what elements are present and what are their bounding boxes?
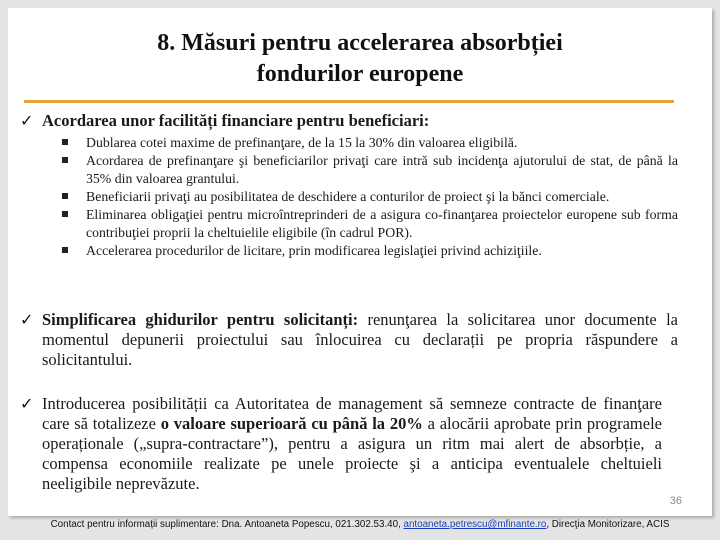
title-line-2: fondurilor europene bbox=[256, 61, 464, 87]
list-item bbox=[86, 206, 678, 242]
bullet-text: Dublarea cotei maxime de prefinanţare, de la 15 la 30% din valoarea eligibilă. bbox=[86, 135, 518, 150]
slide-title bbox=[48, 28, 672, 90]
list-item bbox=[86, 188, 678, 206]
bullet-text: Accelerarea procedurilor de licitare, prin modificarea legislaţiei privind achiziţiile. bbox=[86, 243, 542, 258]
square-bullet-icon bbox=[62, 157, 68, 163]
square-bullet-icon bbox=[62, 211, 68, 217]
list-item bbox=[86, 134, 678, 152]
title-line-1: 8. Măsuri pentru accelerarea absorbției bbox=[157, 30, 563, 56]
checkmark-icon: ✓ bbox=[20, 394, 34, 413]
list-item bbox=[86, 152, 678, 188]
footer-suffix: , Direcţia Monitorizare, ACIS bbox=[546, 519, 670, 530]
section-heading-facilities bbox=[42, 111, 678, 131]
section-guides-text: renunţarea la solicitarea unor documente la momentul depunerii proiectului sau înlocuirea cu declarații pe propria răspundere a solicitantului. bbox=[42, 310, 678, 369]
contact-email-link[interactable]: antoaneta.petrescu@mfinante.ro bbox=[403, 519, 547, 530]
facilities-bullet-list bbox=[86, 134, 678, 260]
checkmark-icon: ✓ bbox=[20, 111, 34, 130]
section-heading-text: Acordarea unor facilități financiare pentru beneficiari: bbox=[42, 111, 430, 130]
checkmark-icon: ✓ bbox=[20, 310, 34, 329]
square-bullet-icon bbox=[62, 139, 68, 145]
section-guides bbox=[42, 310, 678, 370]
list-item bbox=[86, 242, 678, 260]
title-underline bbox=[24, 100, 674, 103]
slide-number: 36 bbox=[669, 495, 682, 507]
section-guides-bold: Simplificarea ghidurilor pentru solicitanți: bbox=[42, 310, 359, 329]
square-bullet-icon bbox=[62, 193, 68, 199]
slide bbox=[8, 8, 712, 516]
footer-prefix: Contact pentru informații suplimentare: Dna. Antoaneta Popescu, 021.302.53.40, bbox=[50, 519, 404, 530]
square-bullet-icon bbox=[62, 247, 68, 253]
bullet-text: Eliminarea obligaţiei pentru microîntreprinderi de a asigura co-finanţarea proiectelor europene sub forma contribuţiei proprii la cheltuielile eligibile (în cadrul POR). bbox=[86, 207, 678, 240]
section-over-contracting bbox=[42, 394, 662, 494]
footer-contact bbox=[0, 519, 720, 530]
section-over-text-a: Introducerea posibilității ca Autoritatea de management să semneze contracte de finanţare care să totalizeze bbox=[42, 394, 662, 433]
bullet-text: Acordarea de prefinanţare şi beneficiarilor privaţi care intră sub incidenţa ajutorului de stat, de până la 35% din valoarea grantului. bbox=[86, 153, 678, 186]
section-over-bold: o valoare superioară cu până la 20% bbox=[160, 414, 423, 433]
section-over-text-b: a alocării aprobate prin programele operaționale („supra-contractare”), pentru a asigura un ritm mai alert de absorbție, a compensa economiile realizate pe unele proiecte şi a anticipa eventualele cheltuieli neeligibile neprevăzute. bbox=[42, 414, 662, 493]
bullet-text: Beneficiarii privaţi au posibilitatea de deschidere a conturilor de proiect şi la bănci comerciale. bbox=[86, 189, 610, 204]
